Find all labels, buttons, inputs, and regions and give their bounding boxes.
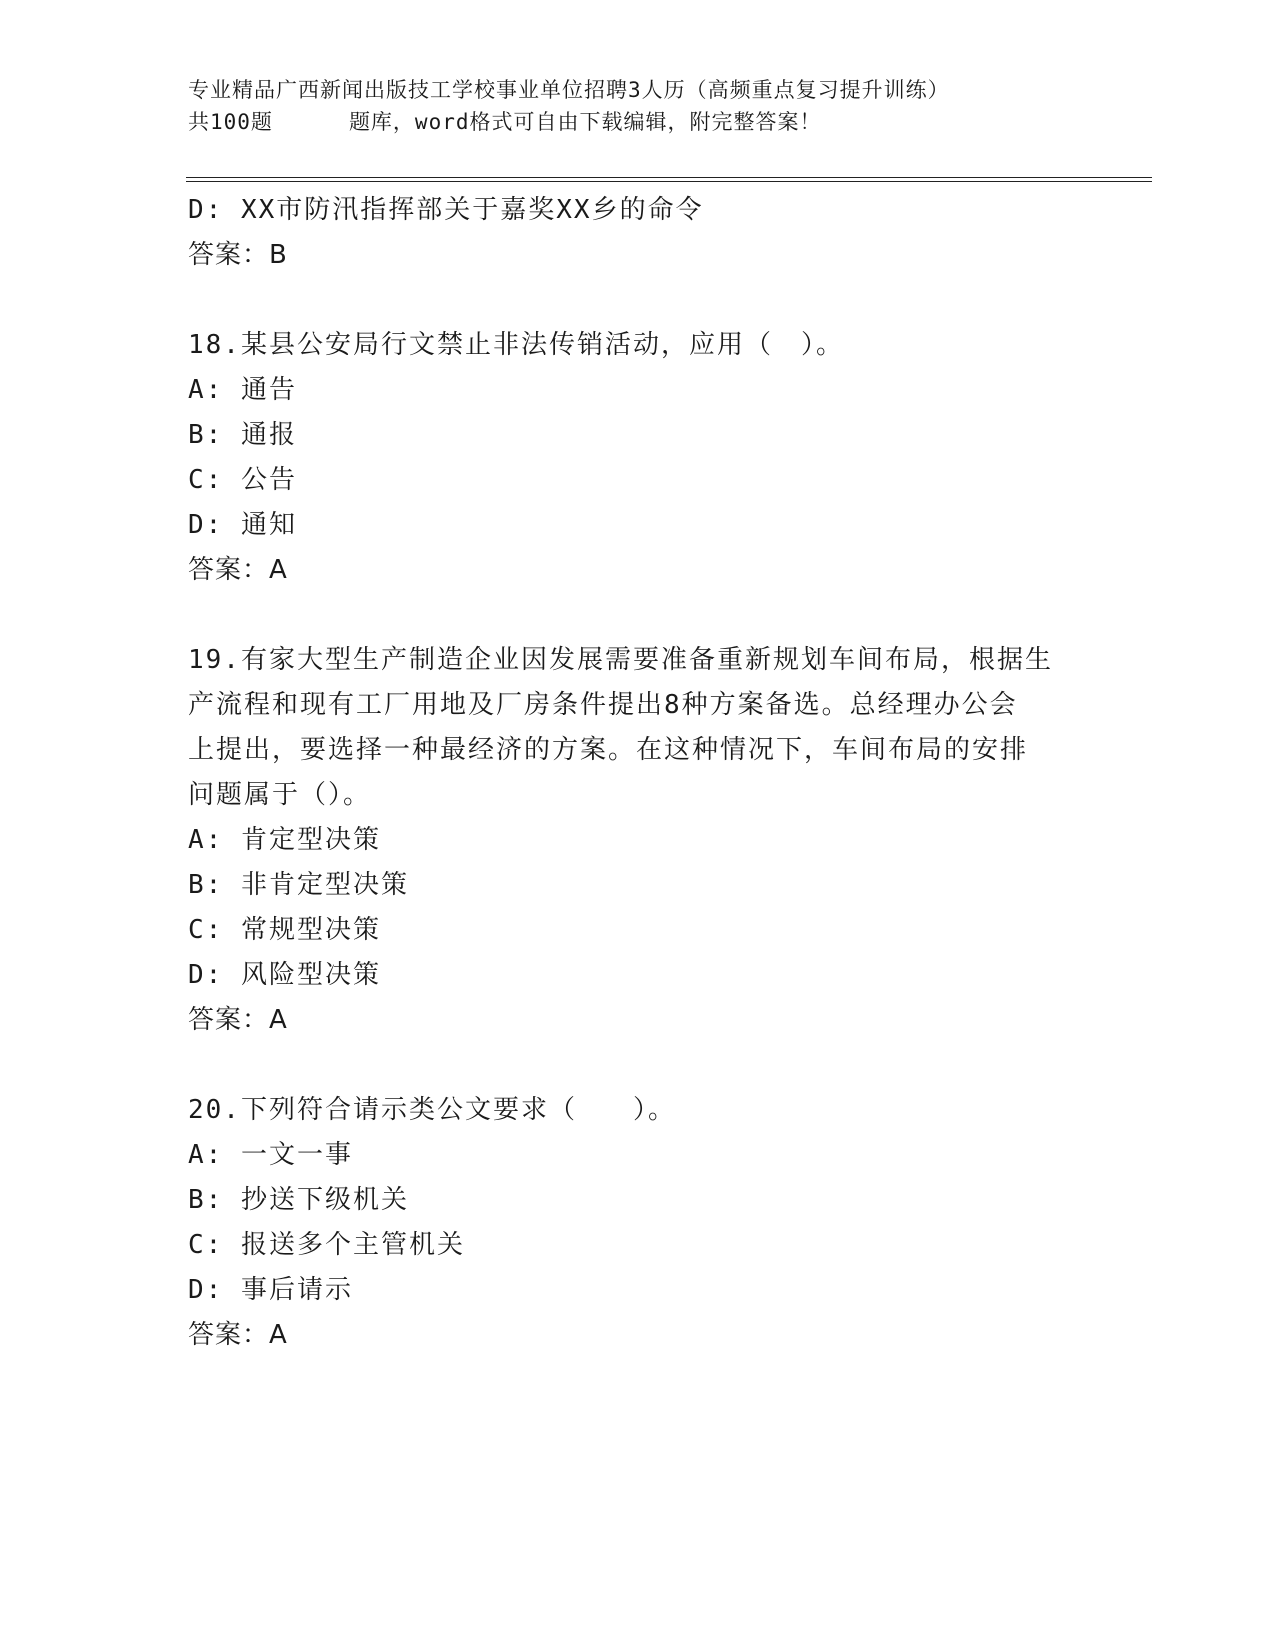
question-19 [188, 638, 1088, 1043]
question-20-option-d: D: 事后请示 [188, 1275, 353, 1305]
header-title-line1: 专业精品广西新闻出版技工学校事业单位招聘3人历（高频重点复习提升训练） [188, 78, 950, 102]
header-description: 题库，word格式可自由下载编辑，附完整答案！ [348, 110, 822, 134]
question-19-option-c: C: 常规型决策 [188, 915, 381, 945]
spacer [188, 593, 1088, 638]
header-gap [273, 106, 349, 138]
question-18-stem: 18.某县公安局行文禁止非法传销活动，应用（ ）。 [188, 330, 844, 360]
question-18 [188, 323, 1088, 593]
question-20-option-a: A: 一文一事 [188, 1140, 353, 1170]
question-18-option-c: C: 公告 [188, 465, 297, 495]
header-divider-top [186, 177, 1152, 178]
question-20-option-b: B: 抄送下级机关 [188, 1185, 409, 1215]
question-list [188, 188, 1088, 1358]
header-divider-bottom [186, 181, 1152, 182]
question-20 [188, 1088, 1088, 1358]
spacer [188, 1043, 1088, 1088]
question-20-answer: 答案：A [188, 1320, 288, 1350]
question-19-answer: 答案：A [188, 1005, 288, 1035]
document-header [188, 74, 1168, 138]
question-20-stem: 20.下列符合请示类公文要求（ ）。 [188, 1095, 676, 1125]
header-title-line2 [188, 106, 1168, 138]
question-17-option-d: D: XX市防汛指挥部关于嘉奖XX乡的命令 [188, 195, 704, 225]
question-17-tail [188, 188, 1088, 278]
question-19-option-d: D: 风险型决策 [188, 960, 381, 990]
spacer [188, 278, 1088, 323]
question-19-option-b: B: 非肯定型决策 [188, 870, 409, 900]
question-19-stem-line-4: 问题属于（）。 [188, 780, 372, 810]
question-19-option-a: A: 肯定型决策 [188, 825, 381, 855]
question-19-stem-line-3: 上提出，要选择一种最经济的方案。在这种情况下，车间布局的安排 [188, 735, 1029, 765]
question-18-option-a: A: 通告 [188, 375, 297, 405]
question-17-answer: 答案：B [188, 240, 288, 270]
header-question-count: 共100题 [188, 110, 273, 134]
question-18-option-d: D: 通知 [188, 510, 297, 540]
question-18-option-b: B: 通报 [188, 420, 297, 450]
question-19-stem-line-1: 19.有家大型生产制造企业因发展需要准备重新规划车间布局，根据生 [188, 645, 1053, 675]
question-19-stem-line-2: 产流程和现有工厂用地及厂房条件提出8种方案备选。总经理办公会 [188, 690, 1018, 720]
question-18-answer: 答案：A [188, 555, 288, 585]
question-20-option-c: C: 报送多个主管机关 [188, 1230, 465, 1260]
